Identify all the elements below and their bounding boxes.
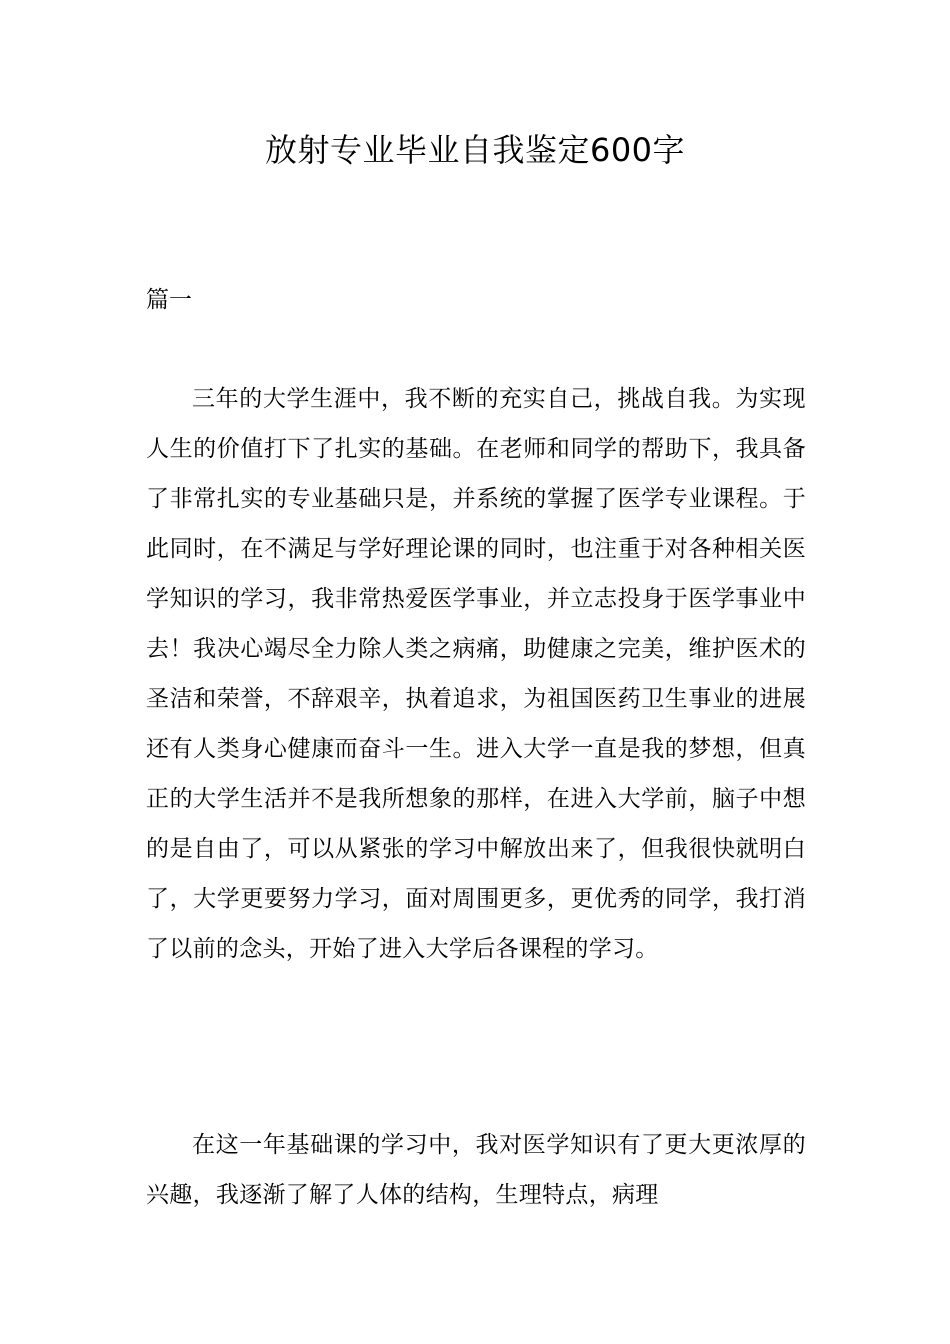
document-title: 放射专业毕业自我鉴定600字 [264, 131, 686, 169]
body-paragraph: 三年的大学生涯中，我不断的充实自己，挑战自我。为实现人生的价值打下了扎实的基础。在老师和同学的帮助下，我具备了非常扎实的专业基础只是，并系统的掌握了医学专业课程。于此同时，在不满足与学好理论课的同时，也注重于对各种相关医学知识的学习，我非常热爱医学事业，并立志投身于医学事业中去！我决心竭尽全力除人类之病痛，助健康之完美，维护医术的圣洁和荣誉，不辞艰辛，执着追求，为祖国医药卫生事业的进展还有人类身心健康而奋斗一生。进入大学一直是我的梦想，但真正的大学生活并不是我所想象的那样，在进入大学前，脑子中想的是自由了，可以从紧张的学习中解放出来了，但我很快就明白了，大学更要努力学习，面对周围更多，更优秀的同学，我打消了以前的念头，开始了进入大学后各课程的学习。 [146, 386, 806, 962]
section-label: 篇一 [146, 287, 192, 313]
body-paragraph: 在这一年基础课的学习中，我对医学知识有了更大更浓厚的兴趣，我逐渐了解了人体的结构，生理特点，病理 [146, 1132, 806, 1208]
